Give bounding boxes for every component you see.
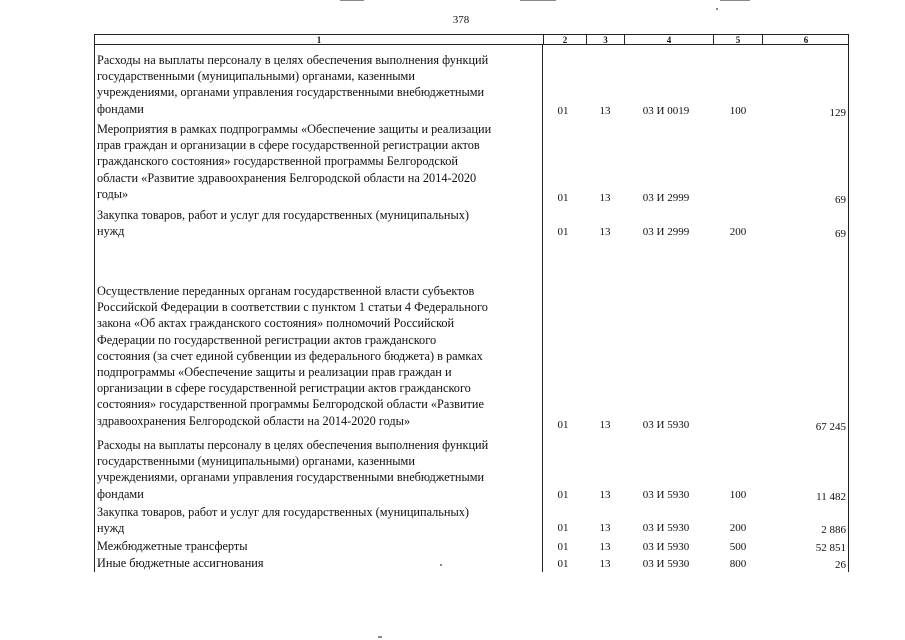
table-row (94, 207, 850, 241)
row-type: 800 (729, 558, 747, 570)
row-amount: 52 851 (815, 542, 846, 554)
row-amount: 69 (835, 228, 846, 240)
row-subsection: 13 (599, 558, 611, 570)
row-type: 100 (729, 105, 747, 117)
row-type: 200 (729, 522, 747, 534)
row-type: 200 (729, 226, 747, 238)
row-target: 03 И 5930 (642, 522, 690, 534)
row-amount: 11 482 (816, 491, 846, 503)
row-description: Иные бюджетные ассигнования (97, 556, 264, 570)
row-amount: 26 (835, 559, 846, 571)
scan-speck (378, 636, 382, 638)
row-section: 01 (557, 419, 569, 431)
table-header (94, 34, 849, 45)
row-section: 01 (557, 522, 569, 534)
row-subsection: 13 (599, 489, 611, 501)
table-row (94, 283, 850, 435)
row-subsection: 13 (599, 192, 611, 204)
row-section: 01 (557, 192, 569, 204)
row-target: 03 И 2999 (642, 226, 690, 238)
row-target: 03 И 5930 (642, 419, 690, 431)
scan-speck (340, 0, 364, 1)
row-section: 01 (557, 226, 569, 238)
header-col-2: 2 (562, 35, 568, 45)
row-target: 03 И 5930 (642, 558, 690, 570)
row-description: Мероприятия в рамках подпрограммы «Обеспечение защиты и реализации прав граждан и организации в сфере государственной регистрации актов гражданского состояния» государственной программы Белгородской области «Развитие здравоохранения Белгородской области на 2014-2020 годы» (97, 122, 492, 201)
row-section: 01 (557, 105, 569, 117)
row-description: Закупка товаров, работ и услуг для государственных (муниципальных) нужд (97, 208, 469, 239)
row-description: Расходы на выплаты персоналу в целях обеспечения выполнения функций государственными (муниципальными) органами, казенными учреждениями, органами управления государственными внебюджетными фондами (97, 53, 489, 116)
scan-speck (520, 0, 556, 1)
row-type: 500 (729, 541, 747, 553)
row-description: Межбюджетные трансферты (97, 539, 248, 553)
row-description: Закупка товаров, работ и услуг для государственных (муниципальных) нужд (97, 505, 469, 536)
row-subsection: 13 (599, 522, 611, 534)
row-subsection: 13 (599, 105, 611, 117)
scan-speck (720, 0, 750, 1)
row-type: 100 (729, 489, 747, 501)
row-target: 03 И 2999 (642, 192, 690, 204)
row-amount: 69 (835, 194, 846, 206)
header-col-1: 1 (316, 35, 322, 45)
table-row (94, 437, 850, 504)
row-amount: 129 (829, 107, 846, 119)
row-target: 03 И 0019 (642, 105, 690, 117)
row-target: 03 И 5930 (642, 489, 690, 501)
table-row (94, 555, 850, 572)
header-col-4: 4 (666, 35, 672, 45)
row-amount: 2 886 (821, 524, 846, 536)
scan-speck (440, 564, 442, 566)
row-subsection: 13 (599, 541, 611, 553)
table-row (94, 121, 850, 206)
row-description: Осуществление переданных органам государственной власти субъектов Российской Федерации в соответствии с пунктом 1 статьи 4 Федерального закона «Об актах гражданского состояния» полномочий Российской Федерации по государственной регистрации актов гражданского состояния (за счет единой субвенции из федерального бюджета) в рамках подпрограммы «Обеспечение защиты и реализации прав граждан и организации в сфере государственной регистрации актов гражданского состояния» государственной программы Белгородской области «Развитие здравоохранения Белгородской области на 2014-2020 годы» (97, 284, 488, 428)
row-description: Расходы на выплаты персоналу в целях обеспечения выполнения функций государственными (муниципальными) органами, казенными учреждениями, органами управления государственными внебюджетными фондами (97, 438, 489, 501)
table-row (94, 52, 850, 120)
scan-speck (716, 8, 718, 10)
row-section: 01 (557, 558, 569, 570)
page-number: 378 (452, 14, 470, 26)
table-row (94, 538, 850, 555)
row-section: 01 (557, 489, 569, 501)
row-target: 03 И 5930 (642, 541, 690, 553)
row-amount: 67 245 (815, 421, 846, 433)
row-section: 01 (557, 541, 569, 553)
table-row (94, 504, 850, 538)
header-col-5: 5 (735, 35, 741, 45)
row-subsection: 13 (599, 419, 611, 431)
header-col-3: 3 (603, 35, 608, 45)
header-col-6: 6 (803, 35, 809, 45)
row-subsection: 13 (599, 226, 611, 238)
